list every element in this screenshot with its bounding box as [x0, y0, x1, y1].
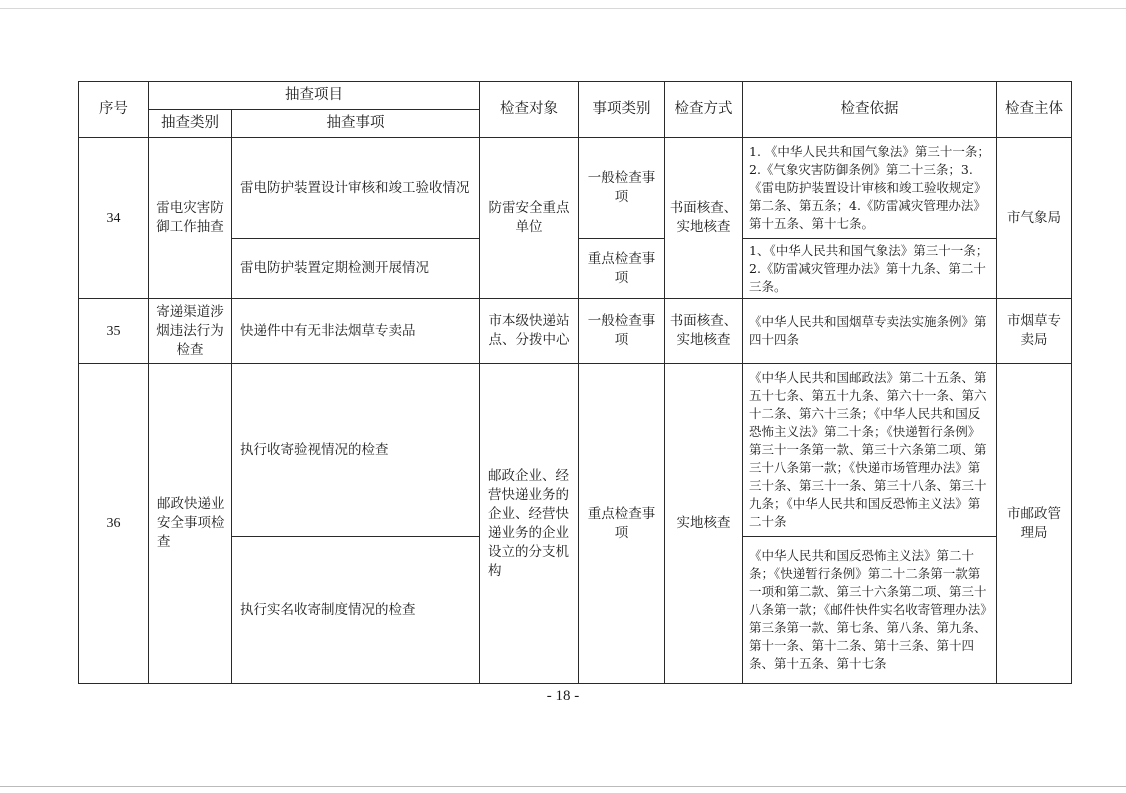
header-category: 抽查类别	[149, 110, 232, 138]
row-basis: 《中华人民共和国反恐怖主义法》第二十条；《快递暂行条例》第二十二条第一款第一项和第二款、第三十六条第二项、第三十八条第一款；《邮件快件实名收寄管理办法》第三条第一款、第七条、第八条、第九条、第十一条、第十二条、第十三条、第十四条、第十五条、第十七条	[743, 537, 997, 684]
header-item-type: 事项类别	[579, 82, 665, 138]
table-row	[79, 364, 1072, 537]
row-method: 书面核查、实地核查	[665, 138, 743, 299]
header-target: 检查对象	[480, 82, 579, 138]
row-target: 防雷安全重点单位	[480, 138, 579, 299]
header-method: 检查方式	[665, 82, 743, 138]
row-item-type: 一般检查事项	[579, 138, 665, 239]
row-seq: 35	[79, 299, 149, 364]
row-basis: 《中华人民共和国烟草专卖法实施条例》第四十四条	[743, 299, 997, 364]
row-basis: 1. 《中华人民共和国气象法》第三十一条；2.《气象灾害防御条例》第二十三条；3.《雷电防护装置设计审核和竣工验收规定》第二条、第五条；4.《防雷减灾管理办法》第十五条、第十七条。	[743, 138, 997, 239]
row-category: 邮政快递业安全事项检查	[149, 364, 232, 684]
table-row	[79, 299, 1072, 364]
header-authority: 检查主体	[997, 82, 1072, 138]
row-authority: 市邮政管理局	[997, 364, 1072, 684]
row-authority: 市烟草专卖局	[997, 299, 1072, 364]
row-seq: 36	[79, 364, 149, 684]
row-basis: 1、《中华人民共和国气象法》第三十一条；2.《防雷减灾管理办法》第十九条、第二十三条。	[743, 239, 997, 299]
row-item-type: 重点检查事项	[579, 239, 665, 299]
row-matter: 雷电防护装置设计审核和竣工验收情况	[232, 138, 480, 239]
scan-edge-top	[0, 8, 1126, 9]
row-category: 寄递渠道涉烟违法行为检查	[149, 299, 232, 364]
row-item-type: 重点检查事项	[579, 364, 665, 684]
row-seq: 34	[79, 138, 149, 299]
row-target: 市本级快递站点、分拨中心	[480, 299, 579, 364]
row-matter: 雷电防护装置定期检测开展情况	[232, 239, 480, 299]
header-row-1	[79, 82, 1072, 110]
row-method: 书面核查、实地核查	[665, 299, 743, 364]
header-seq: 序号	[79, 82, 149, 138]
row-matter: 执行实名收寄制度情况的检查	[232, 537, 480, 684]
row-basis: 《中华人民共和国邮政法》第二十五条、第五十七条、第五十九条、第六十一条、第六十二条、第六十三条；《中华人民共和国反恐怖主义法》第二十条；《快递暂行条例》第三十一条第一款、第三十六条第二项、第三十八条第一款；《快递市场管理办法》第三十条、第三十一条、第三十八条、第三十九条；《中华人民共和国反恐怖主义法》第二十条	[743, 364, 997, 537]
row-authority: 市气象局	[997, 138, 1072, 299]
row-target: 邮政企业、经营快递业务的企业、经营快递业务的企业设立的分支机构	[480, 364, 579, 684]
row-item-type: 一般检查事项	[579, 299, 665, 364]
header-basis: 检查依据	[743, 82, 997, 138]
row-category: 雷电灾害防御工作抽查	[149, 138, 232, 299]
row-matter: 执行收寄验视情况的检查	[232, 364, 480, 537]
row-method: 实地核查	[665, 364, 743, 684]
header-matter: 抽查事项	[232, 110, 480, 138]
table-row	[79, 138, 1072, 239]
row-matter: 快递件中有无非法烟草专卖品	[232, 299, 480, 364]
header-inspection-item: 抽查项目	[149, 82, 480, 110]
page-number: - 18 -	[546, 688, 580, 704]
scan-edge-bottom	[0, 786, 1126, 787]
inspection-table	[78, 81, 1072, 684]
